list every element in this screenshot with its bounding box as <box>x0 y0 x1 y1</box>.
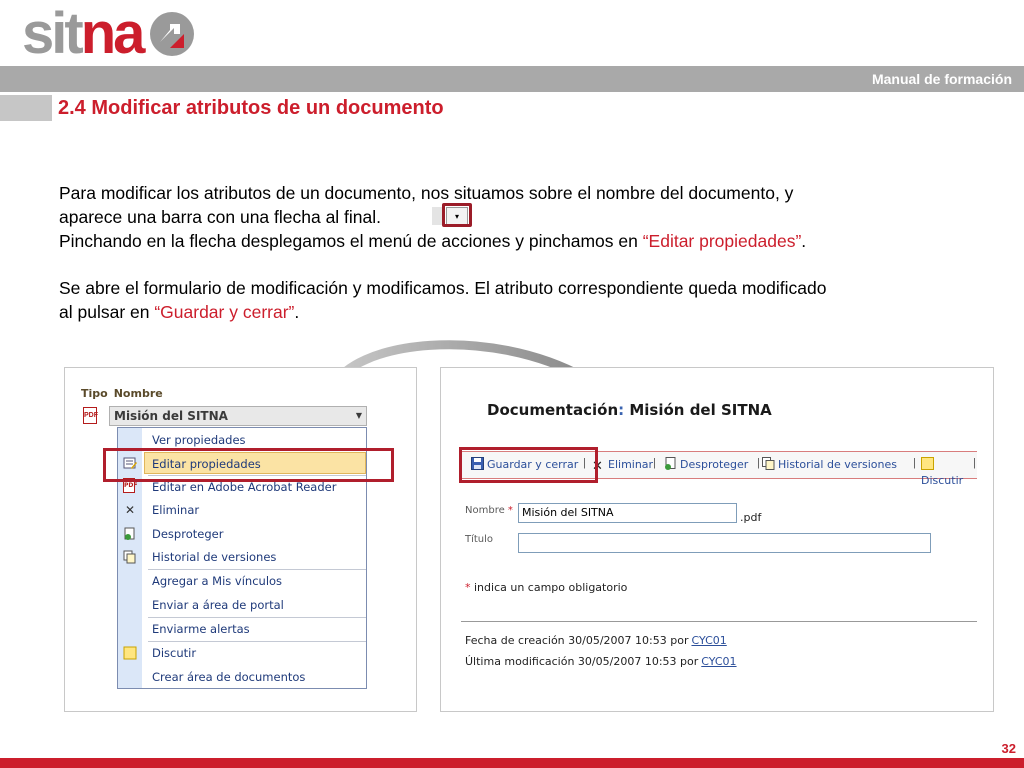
save-and-close-highlight <box>459 447 598 483</box>
paragraph-line-3: Pinchando en la flecha desplegamos el menú de acciones y pinchamos en “Editar propiedades”. <box>59 231 807 251</box>
context-menu-screenshot <box>64 367 417 712</box>
checkin-icon <box>123 527 137 541</box>
inline-dropdown-illustration <box>432 203 472 229</box>
discuss-button[interactable]: Discutir <box>921 457 977 489</box>
logo-text-red: na <box>80 1 143 66</box>
logo-text-gray: sit <box>22 1 81 66</box>
menu-item-edit-in-acrobat[interactable]: PDF Editar en Adobe Acrobat Reader <box>124 480 337 494</box>
file-extension: .pdf <box>740 511 762 524</box>
required-field-note: * indica un campo obligatorio <box>465 581 628 594</box>
delete-button[interactable]: ✕ Eliminar <box>592 458 654 474</box>
form-divider <box>461 621 977 622</box>
checkin-button[interactable]: Desproteger <box>664 457 748 473</box>
pdf-file-icon: PDF <box>83 407 97 424</box>
edit-form-screenshot <box>440 367 994 712</box>
name-input[interactable]: Misión del SITNA <box>518 503 737 523</box>
paragraph-line-2: aparece una barra con una flecha al final. <box>59 207 382 227</box>
menu-item-delete[interactable]: ✕ Eliminar <box>124 503 200 517</box>
chevron-down-icon[interactable]: ▼ <box>355 411 362 420</box>
form-toolbar: Guardar y cerrar | ✕ Eliminar | Desproteger | Historial de versiones | Discutir | <box>461 451 977 479</box>
menu-item-version-history[interactable]: Historial de versiones <box>118 546 366 568</box>
paragraph-line-4: Se abre el formulario de modificación y modificamos. El atributo correspondiente queda modificado <box>59 278 827 298</box>
title-input[interactable] <box>518 533 931 553</box>
discuss-icon <box>123 646 137 660</box>
version-history-button[interactable]: Historial de versiones <box>762 457 897 473</box>
menu-item-add-to-my-links[interactable]: Agregar a Mis vínculos <box>152 574 283 588</box>
menu-item-edit-properties[interactable]: Editar propiedades <box>144 452 366 474</box>
page-number: 32 <box>1001 741 1016 756</box>
discuss-icon <box>921 457 934 470</box>
modified-by-link[interactable]: CYC01 <box>701 655 737 668</box>
created-info: Fecha de creación 30/05/2007 10:53 por CYC01 <box>465 634 727 647</box>
menu-item-discuss[interactable]: Discutir <box>118 642 366 664</box>
menu-item-send-to-portal[interactable]: Enviar a área de portal <box>152 598 284 612</box>
manual-label: Manual de formación <box>871 71 1012 87</box>
menu-item-checkin[interactable]: Desproteger <box>118 523 366 545</box>
pdf-icon: PDF <box>123 480 137 494</box>
name-field-label: Nombre * <box>465 505 513 516</box>
title-accent-block <box>0 95 52 121</box>
save-and-close-button[interactable]: Guardar y cerrar <box>471 457 578 473</box>
logo-arrows-icon <box>150 12 194 56</box>
menu-item-alert-me[interactable]: Enviarme alertas <box>152 622 250 636</box>
header-bar <box>0 66 1024 92</box>
delete-icon: ✕ <box>592 459 603 474</box>
menu-item-create-document-workspace[interactable]: Crear área de documentos <box>152 670 306 684</box>
version-history-icon <box>762 457 775 470</box>
form-page-title: Documentación: Misión del SITNA <box>487 401 772 419</box>
paragraph-line-5: al pulsar en “Guardar y cerrar”. <box>59 302 300 322</box>
version-history-icon <box>123 550 137 564</box>
highlight-frame <box>442 203 472 227</box>
column-nombre[interactable]: Nombre <box>113 387 163 400</box>
column-headers <box>81 387 169 400</box>
slide-title: 2.4 Modificar atributos de un documento <box>58 97 444 119</box>
created-by-link[interactable]: CYC01 <box>691 634 727 647</box>
sitna-logo <box>22 1 194 66</box>
checkin-icon <box>664 457 677 470</box>
dropdown-arrow-icon: ▾ <box>446 207 468 227</box>
title-field-label: Título <box>465 534 494 545</box>
paragraph-line-1: Para modificar los atributos de un documento, nos situamos sobre el nombre del documento, y <box>59 183 794 203</box>
edit-properties-highlight <box>103 448 394 482</box>
column-tipo[interactable]: Tipo <box>81 387 108 400</box>
modified-info: Última modificación 30/05/2007 10:53 por CYC01 <box>465 655 737 668</box>
footer-bar <box>0 758 1024 768</box>
menu-item-view-properties[interactable]: Ver propiedades <box>152 433 246 447</box>
delete-icon: ✕ <box>124 503 136 517</box>
document-name-dropdown[interactable]: Misión del SITNA ▼ <box>109 406 367 426</box>
